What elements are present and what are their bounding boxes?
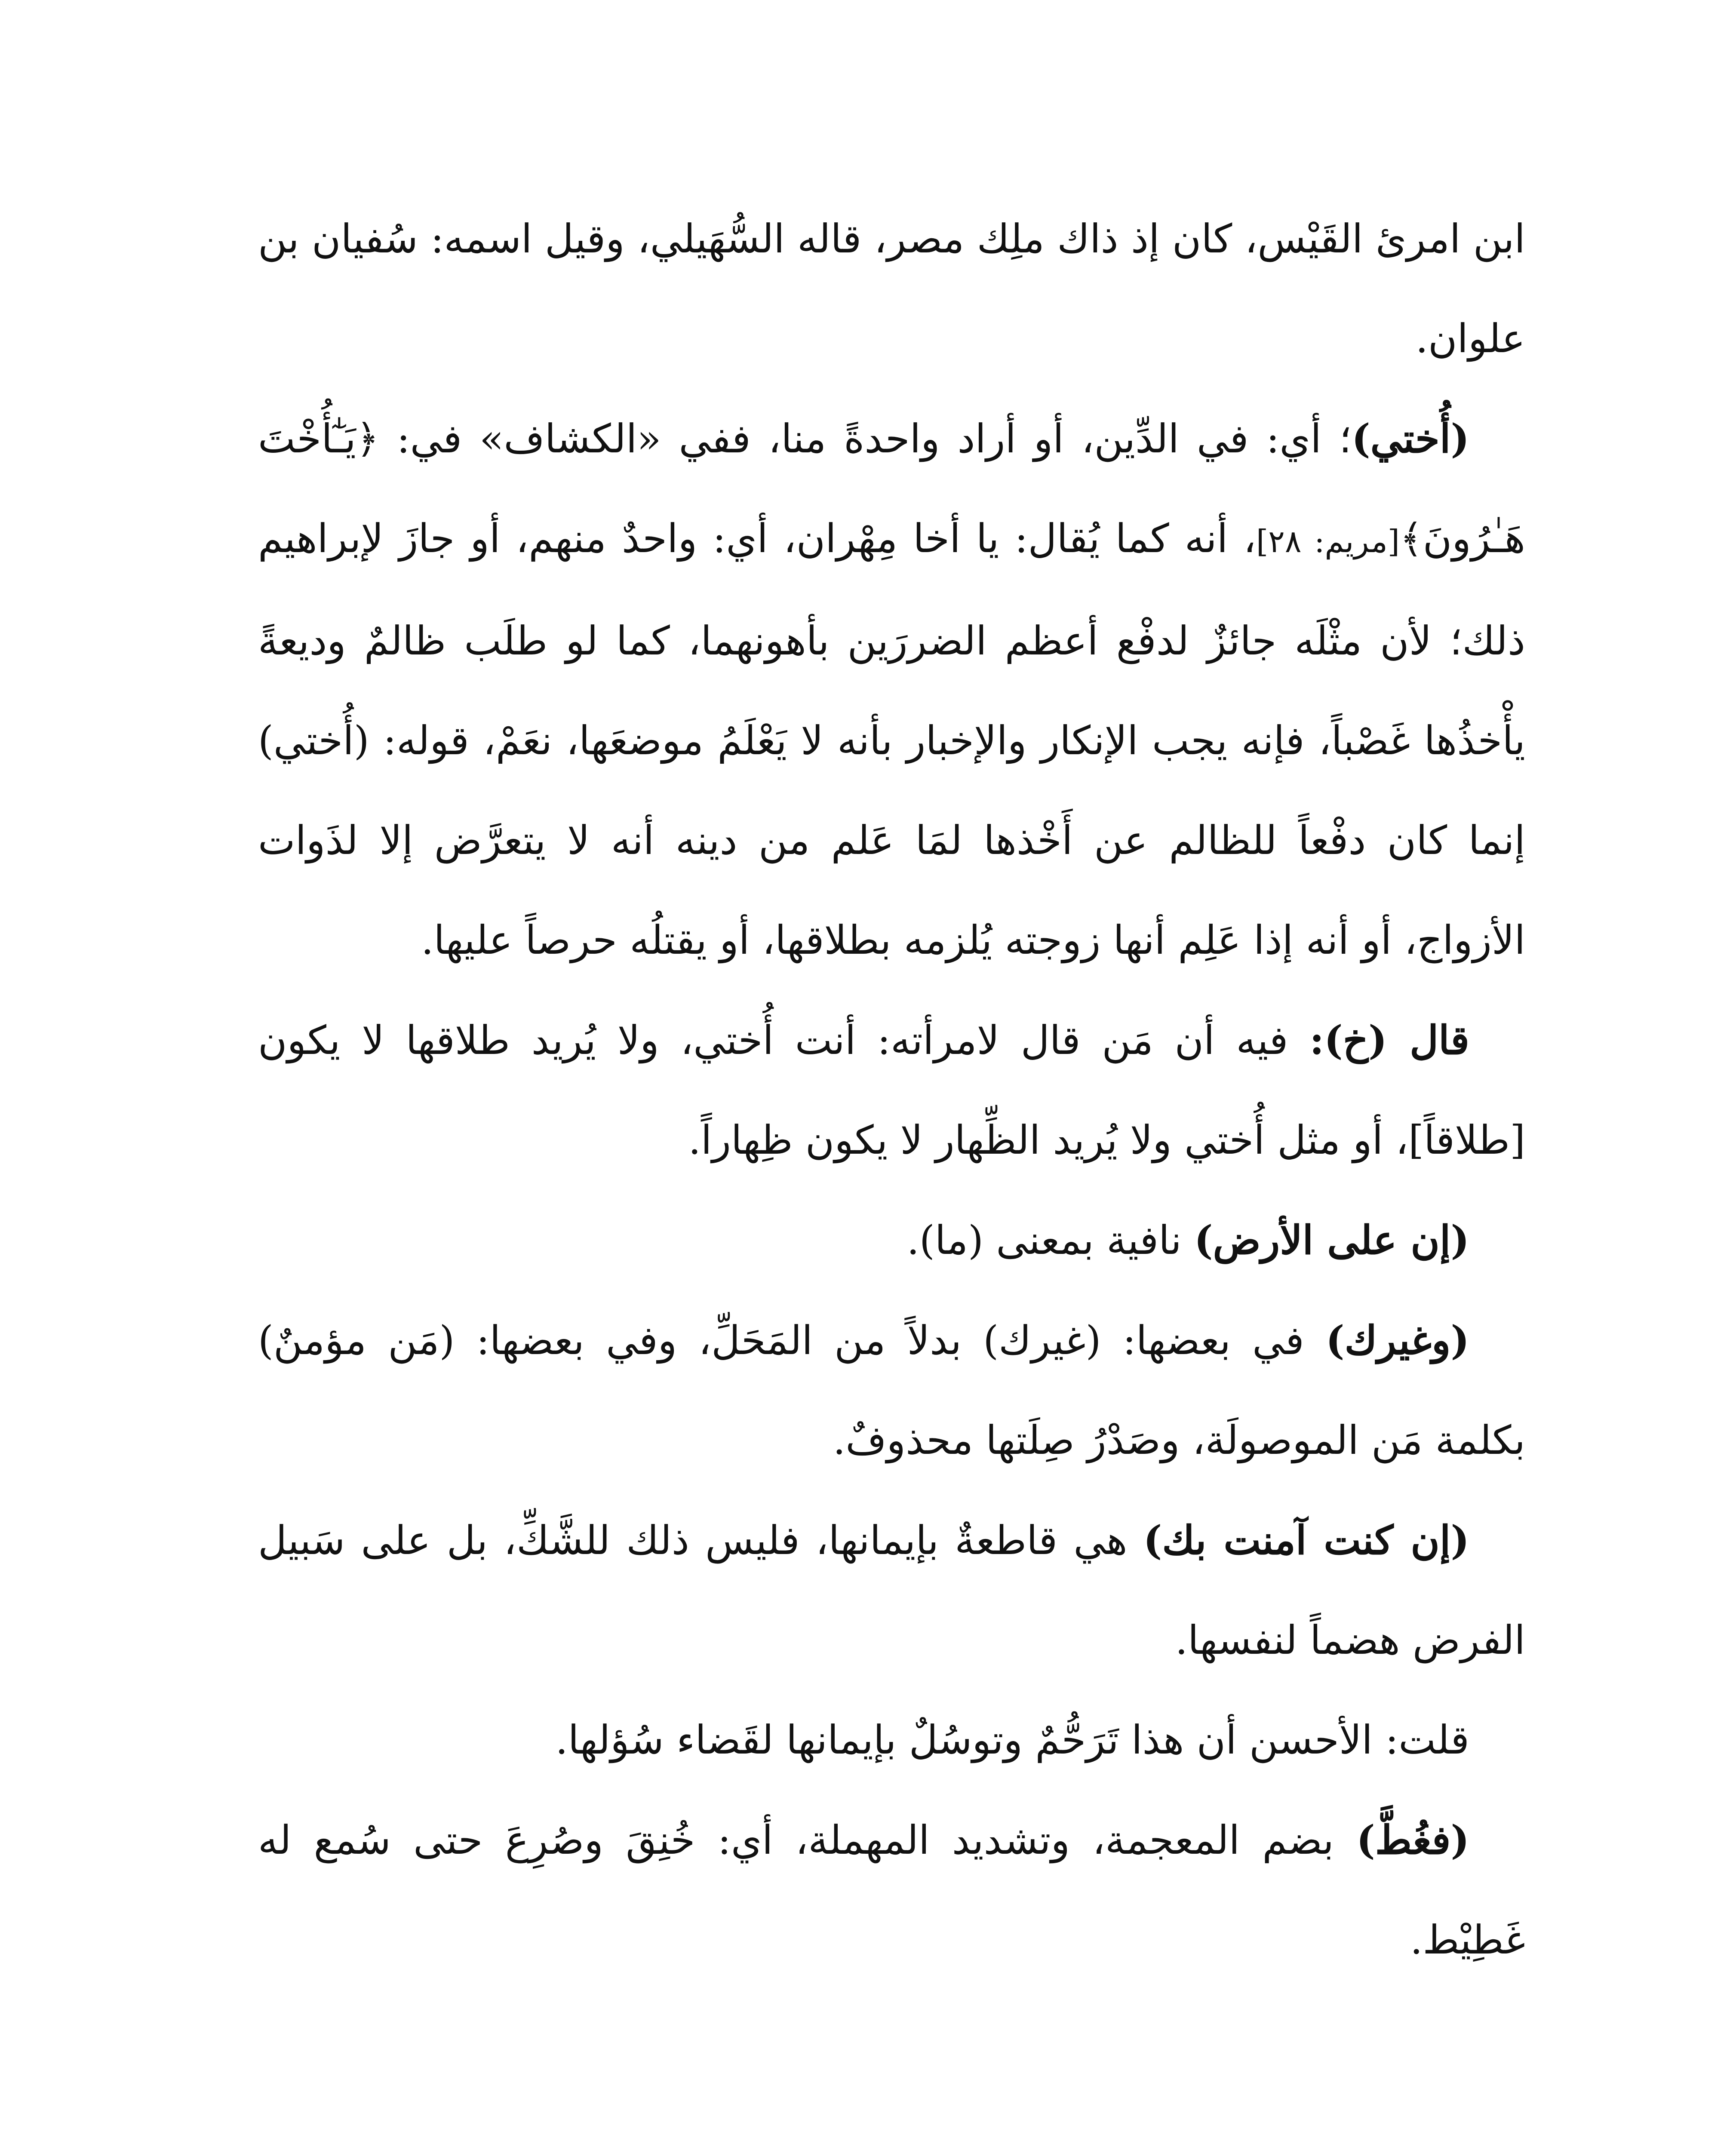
paragraph-text: نافية بمعنى (ما).: [906, 1217, 1195, 1263]
quran-quote: ﴿يَـٰٓأُخْتَ هَـٰرُونَ﴾: [258, 416, 1525, 562]
highlighted-term: (إن على الأرض): [1194, 1217, 1469, 1263]
highlighted-term: (أُختي): [1352, 415, 1469, 462]
paragraph-text: قلت: الأحسن أن هذا تَرَحُّمٌ وتوسُلٌ بإيمانها لقَضاء سُؤلها.: [555, 1717, 1469, 1763]
paragraph: [258, 1690, 1525, 1790]
paragraph: [258, 189, 1525, 389]
paragraph-text: ابن امرئ القَيْس، كان إذ ذاك ملِك مصر، قاله السُّهَيلي، وقيل اسمه: سُفيان بن علوان.: [258, 216, 1525, 362]
paragraph-text: ؛ أي: في الدِّين، أو أراد واحدةً منا، ففي «الكشاف» في:: [379, 416, 1352, 462]
paragraph-text: هي قاطعةٌ بإيمانها، فليس ذلك للشَّكِّ، بل على سَبيل الفرض هضماً لنفسها.: [258, 1517, 1525, 1663]
paragraph-text: بضم المعجمة، وتشديد المهملة، أي: خُنِقَ وصُرِعَ حتى سُمع له غَطِيْط.: [258, 1817, 1525, 1963]
paragraph: [258, 1290, 1525, 1490]
paragraph: [258, 1490, 1525, 1690]
highlighted-term: (وغيرك): [1326, 1317, 1469, 1364]
paragraph: [258, 1190, 1525, 1290]
paragraph: [258, 1790, 1525, 1990]
paragraph: [258, 990, 1525, 1190]
highlighted-term: (فغُطَّ): [1356, 1817, 1469, 1863]
paragraph-text: ، أنه كما يُقال: يا أخا مِهْران، أي: واحدٌ منهم، أو جازَ لإبراهيم ذلك؛ لأن مثْلَه جائزٌ لدفْع أعظم الضررَين بأهونهما، كما لو طلَب ظالمٌ وديعةً يأْخذُها غَصْباً، فإنه يجب الإنكار والإخبار بأنه لا يَعْلَمُ موضعَها، نعَمْ، قوله: (أُختي) إنما كان دفْعاً للظالم عن أَخْذها لمَا عَلم من دينه أنه لا يتعرَّض إلا لذَوات الأزواج، أو أنه إذا عَلِم أنها زوجته يُلزمه بطلاقها، أو يقتلُه حرصاً عليها.: [258, 516, 1525, 963]
paragraph-text: في بعضها: (غيرك) بدلاً من المَحَلِّ، وفي بعضها: (مَن مؤمنٌ) بكلمة مَن الموصولَة، وصَدْرُ صِلَتها محذوفٌ.: [258, 1318, 1525, 1463]
paragraph-text: فيه أن مَن قال لامرأته: أنت أُختي، ولا يُريد طلاقها لا يكون [طلاقاً]، أو مثل أُختي ولا يُريد الظِّهار لا يكون ظِهاراً.: [258, 1017, 1525, 1163]
verse-reference: [مريم: ٢٨]: [1256, 523, 1400, 559]
highlighted-term: قال (خ):: [1309, 1017, 1470, 1063]
paragraph: [258, 389, 1525, 990]
highlighted-term: (إن كنت آمنت بك): [1143, 1517, 1469, 1563]
body-text: [258, 189, 1525, 1990]
